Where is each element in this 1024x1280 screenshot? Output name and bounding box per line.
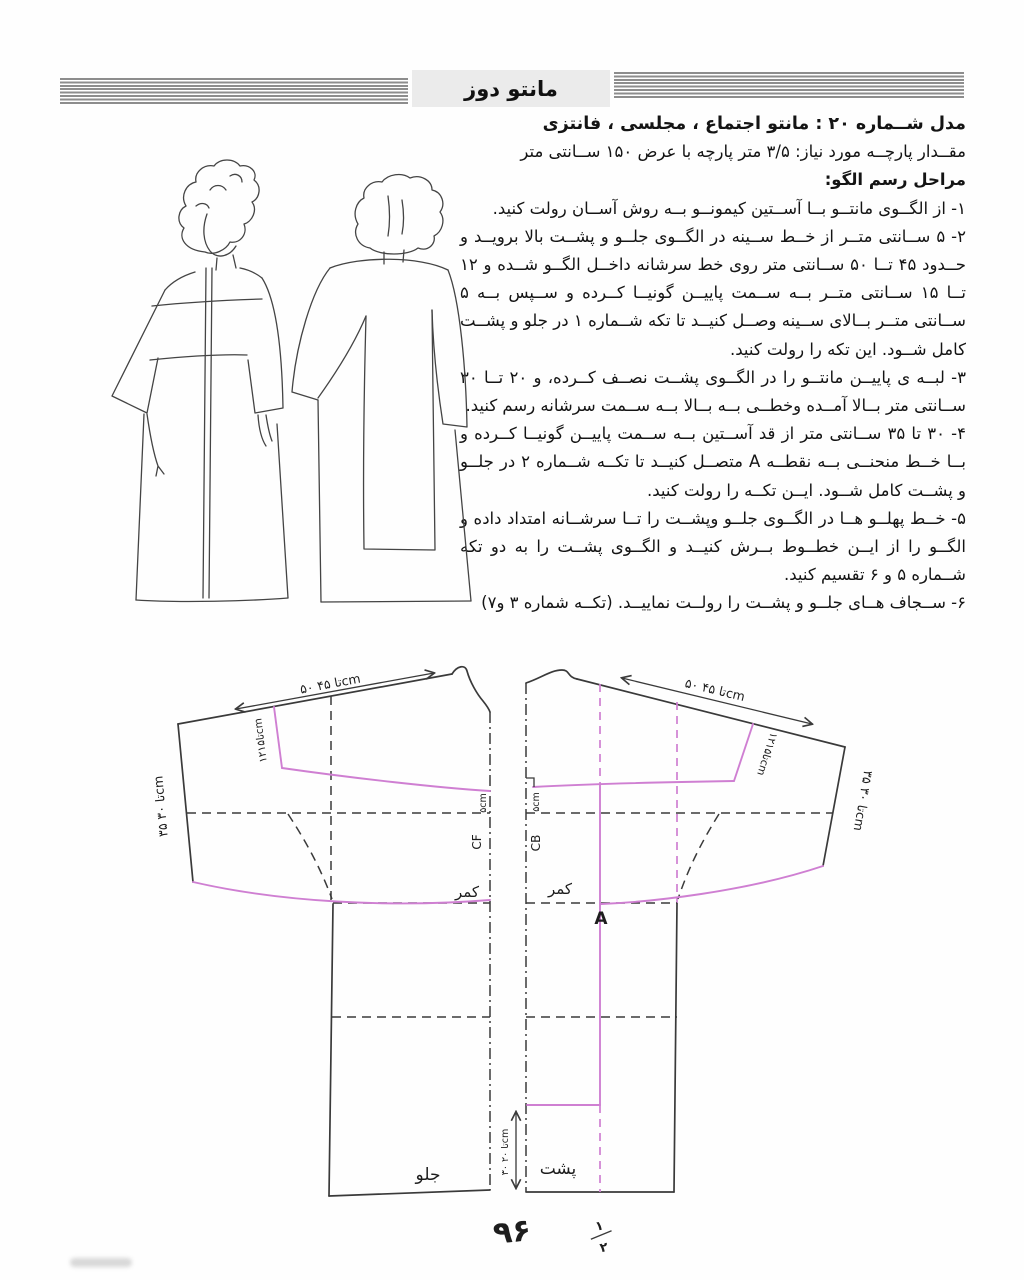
- front-5cm-label: ۵cm: [478, 793, 489, 813]
- front-pink-cut: [274, 707, 282, 768]
- front-cut-dim: ۱۲تا۱۵cm: [252, 717, 270, 764]
- cape-left: [292, 268, 330, 400]
- instructions-column: [460, 110, 966, 618]
- front-shoulder-dim: ۵۰ تا ۴۵cm: [298, 670, 362, 697]
- model-title: مدل شــماره ۲۰ : مانتو اجتماع ، مجلسی ، فانتزی: [542, 114, 966, 134]
- front-skirt-edge: [329, 904, 333, 1196]
- right-sleeve: [248, 278, 283, 413]
- header-stripes-left: [60, 78, 408, 105]
- half-fraction-denominator: ۲: [598, 1240, 610, 1257]
- hair-back: [355, 175, 443, 254]
- front-sleeve-edge: [178, 724, 193, 882]
- front-waist-label: کمر: [454, 883, 480, 901]
- back-cb-label: CB: [529, 834, 543, 852]
- coat-right-edge: [277, 424, 288, 598]
- back-sleeve-edge: [823, 747, 845, 866]
- fashion-illustrations: [88, 148, 490, 655]
- center-front-opening: [203, 268, 212, 598]
- back-name-label: پشت: [539, 1159, 577, 1179]
- step-3: ۳- لبــه ی پاییــن مانتــو را در الگــوی پشــت نصــف کــرده، و ۲۰ تــا ۳۰ ســانتی متر بــالا آمــده وخطــی بــه بــالا بــه ســمت سرشانه رسم کنید.: [460, 367, 966, 416]
- back-5cm-label: ۵cm: [531, 792, 542, 812]
- fabric-line: مقــدار پارچــه مورد نیاز: ۳/۵ متر پارچه با عرض ۱۵۰ ســانتی متر: [520, 142, 966, 162]
- back-panel: [364, 310, 435, 550]
- step-1: ۱- از الگــوی مانتــو بــا آســتین کیمونــو بــه روش آســان رولت کنید.: [492, 198, 966, 218]
- back-pink-cut: [734, 724, 753, 781]
- steps-heading: مراحل رسم الگو:: [824, 170, 966, 190]
- header-stripes-right: [614, 72, 964, 99]
- figure-front-view: [112, 160, 288, 601]
- front-pink-chest: [282, 768, 490, 791]
- front-pink-waist: [193, 882, 490, 903]
- chest-seam: [152, 299, 262, 306]
- back-waist-label: کمر: [547, 880, 573, 898]
- left-sleeve: [112, 290, 165, 413]
- back-sleeve-dim: ۳۵ تا ۳۰cm: [850, 769, 877, 833]
- back-neck-curve: [526, 670, 577, 683]
- back-shoulder-dim: ۵۰ تا ۴۵cm: [683, 675, 747, 705]
- page-number-group: [491, 1212, 532, 1252]
- face: [204, 214, 236, 256]
- front-neck-curve: [452, 667, 490, 712]
- half-fraction: [587, 1217, 616, 1258]
- back-pink-chest: [533, 781, 734, 787]
- front-cf-label: CF: [470, 834, 484, 850]
- neck: [216, 255, 236, 270]
- neck-back: [384, 250, 404, 264]
- front-armhole-curve: [288, 814, 332, 899]
- skirt-left-edge: [318, 400, 321, 602]
- half-fraction-numerator: ۱: [593, 1218, 605, 1235]
- left-hand: [147, 414, 164, 476]
- waist-seam: [150, 355, 247, 360]
- coat-left-edge: [136, 414, 144, 600]
- step-5: ۵- خــط پهلــو هــا در الگــوی جلــو وپشــت را تــا سرشــانه امتداد داده و الگــو را از ایــن خطــوط بــرش کنیــد و الگــوی پشــت را به دو تکه شــماره ۵ و ۶ تقسیم کنید.: [460, 508, 966, 585]
- page-header-title: مانتو دوز: [412, 70, 610, 107]
- back-corner-bracket: [526, 778, 534, 787]
- step-2: ۲- ۵ ســانتی متــر از خــط ســینه در الگــوی جلــو و پشــت بالا برویــد و حــدود ۴۵ تــا ۵۰ ســانتی متر روی خط سرشانه داخــل الگــو شــده و ۱۲ تــا ۱۵ ســانتی متــر بــه ســمت پاییــن گونیــا کــرده و ســپس بــه ۵ ســانتی متــر بــالای ســینه وصــل کنیــد تا تکه شــماره ۱ در جلو و پشــت کامل شــود. این تکه را رولت کنید.: [460, 226, 967, 359]
- right-sleeve-back: [432, 270, 467, 427]
- hair-front: [179, 160, 259, 253]
- front-sleeve-dim: ۳۵ تا ۳۰cm: [150, 775, 171, 838]
- coat-hem: [136, 598, 288, 601]
- back-skirt-edge: [674, 903, 677, 1192]
- pattern-front: [150, 667, 490, 1196]
- step-4: ۴- ۳۰ تا ۳۵ ســانتی متر از قد آســتین بــه ســمت پاییــن گونیــا کــرده و بــا خــط منحنــی بــه نقطــه A متصــل کنیــد تا تکــه شــماره ۲ در جلــو و پشــت کامل شــود. ایــن تکــه را رولت کنید.: [460, 424, 967, 500]
- front-name-label: جلو: [415, 1165, 441, 1185]
- pattern-diagrams: [150, 640, 890, 1272]
- shoulders: [165, 268, 262, 290]
- back-hem-dim: ۳۰ تا ۲۰cm: [500, 1128, 511, 1176]
- point-a-label: A: [594, 909, 608, 929]
- figure-back-view: [292, 175, 471, 602]
- back-pink-side-seam: [601, 866, 823, 904]
- cape-inner-left: [318, 316, 366, 398]
- right-hand: [258, 415, 272, 446]
- back-cut-dim: ۱۲تا۱۵cm: [754, 730, 780, 778]
- pattern-back: [500, 670, 876, 1258]
- cape-top: [330, 259, 448, 270]
- back-hem: [321, 601, 471, 602]
- scan-smudge: [70, 1258, 132, 1267]
- page-number: ۹۶: [491, 1212, 533, 1252]
- skirt-right-edge: [455, 430, 471, 601]
- front-hem: [329, 1190, 490, 1196]
- step-6: ۶- ســجاف هــای جلــو و پشــت را رولــت نماییــد. (تکــه شماره ۳ و۷): [481, 593, 966, 613]
- back-armhole-curve: [678, 814, 719, 899]
